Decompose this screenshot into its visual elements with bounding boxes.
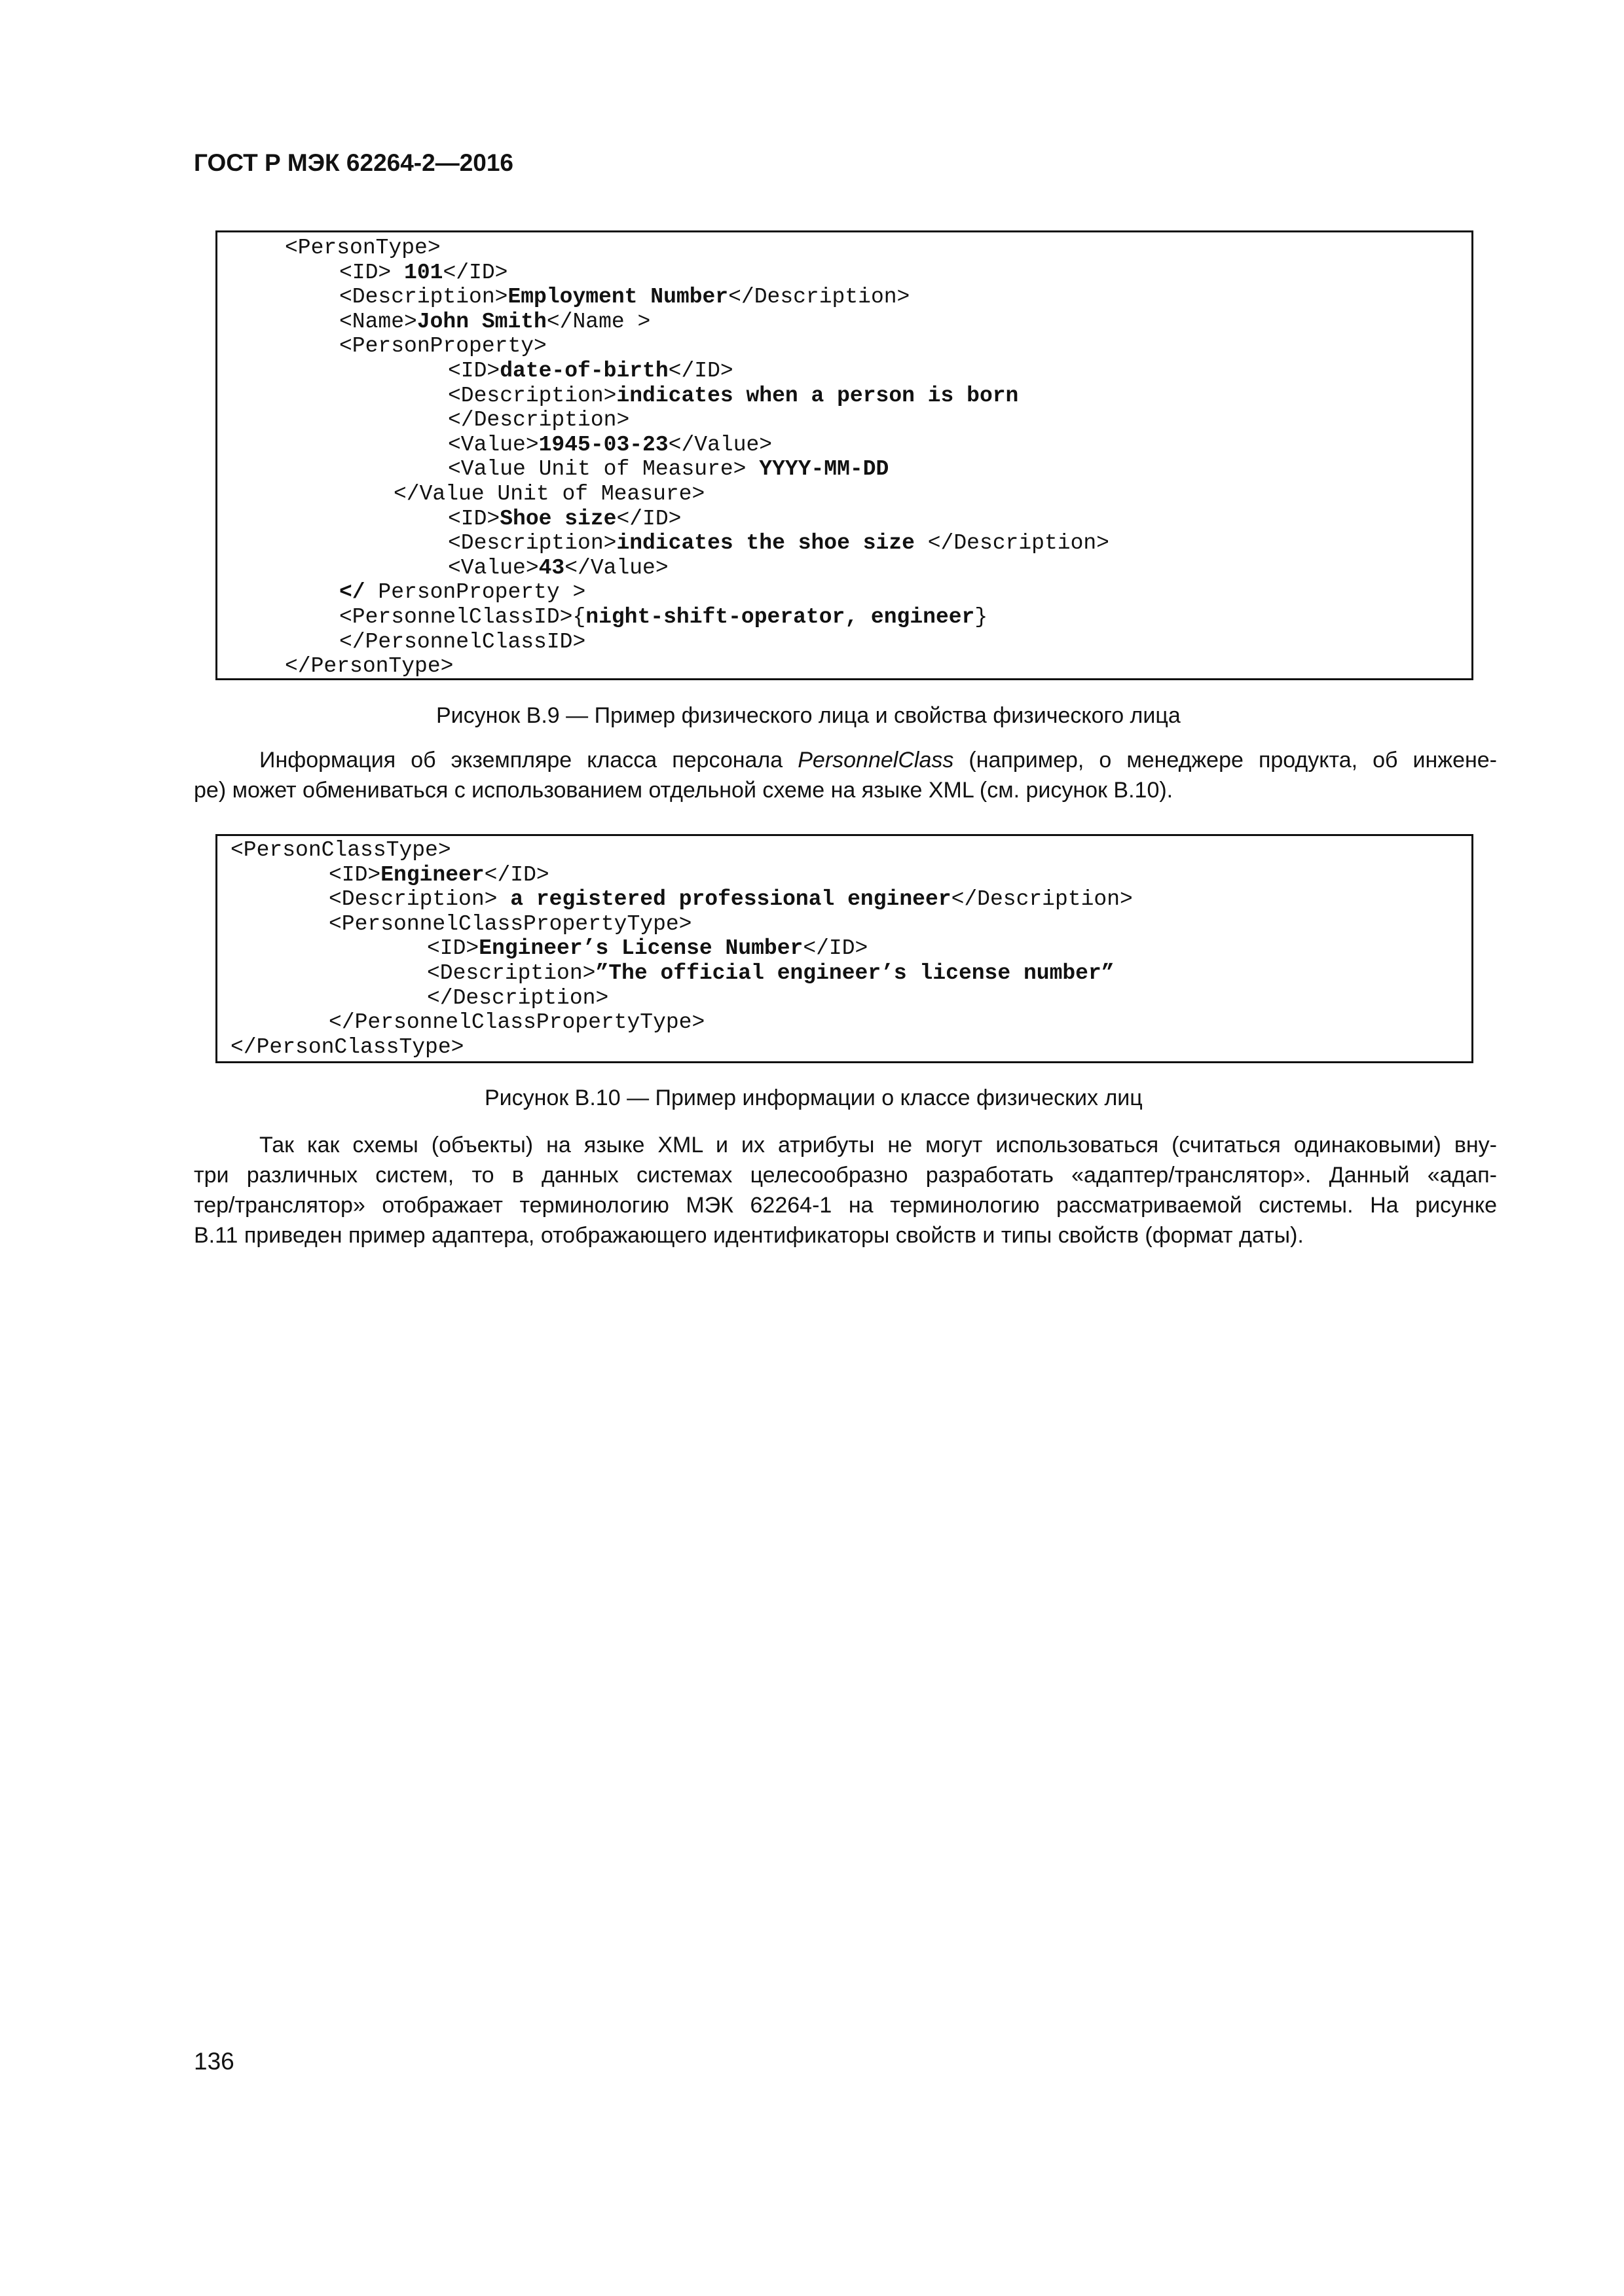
code-markup: <Name> — [339, 309, 417, 334]
paragraph-line: В.11 приведен пример адаптера, отображающего идентификаторы свойств и типы свойств (формат даты). — [194, 1223, 1304, 1248]
code-markup: </Value Unit of Measure> — [394, 482, 705, 506]
code-value-bold: John Smith — [416, 309, 547, 334]
code-markup: </PersonClassType> — [231, 1034, 464, 1059]
code-value-bold: 43 — [538, 555, 565, 580]
code-line — [448, 507, 681, 532]
code-line — [231, 1035, 464, 1060]
code-markup: </Description> — [427, 985, 609, 1010]
code-line — [329, 912, 692, 937]
code-markup: </ID> — [443, 260, 508, 285]
code-markup: <ID> — [448, 506, 500, 531]
code-line — [339, 334, 547, 359]
code-line — [329, 863, 549, 888]
code-line — [394, 482, 705, 507]
code-value-bold: Engineer — [380, 862, 485, 887]
page-number: 136 — [194, 2048, 234, 2075]
code-markup: <Value Unit of Measure> — [448, 457, 760, 482]
code-markup: </ID> — [668, 359, 733, 383]
code-value-bold: Engineer’s License Number — [479, 936, 803, 961]
code-markup: </Description> — [728, 285, 910, 310]
code-markup: <ID> — [427, 936, 479, 961]
code-value-bold: YYYY-MM-DD — [759, 457, 889, 482]
code-line — [427, 961, 1115, 986]
code-markup: </Name > — [546, 309, 651, 334]
code-value-bold: Shoe size — [500, 506, 617, 531]
code-line — [339, 285, 910, 310]
code-markup: <Value> — [448, 555, 539, 580]
code-line — [329, 1010, 705, 1035]
code-markup: </ID> — [803, 936, 868, 961]
code-markup: </PersonnelClassID> — [339, 629, 586, 654]
code-value-bold: night-shift-operator, engineer — [585, 605, 975, 629]
code-markup: PersonProperty > — [365, 580, 586, 605]
code-line — [427, 986, 608, 1011]
code-line — [448, 408, 629, 433]
code-value-bold: indicates the shoe size — [616, 531, 915, 556]
figure-b10-caption: Рисунок В.10 — Пример информации о классе физических лиц — [485, 1085, 1143, 1110]
code-markup: </Description> — [448, 408, 630, 433]
code-line — [448, 359, 733, 384]
code-markup: </ID> — [484, 862, 549, 887]
code-line — [285, 236, 441, 261]
code-value-bold: a registered professional engineer — [510, 887, 951, 912]
code-markup: </Description> — [951, 887, 1133, 912]
code-markup: <ID> — [339, 260, 405, 285]
code-line — [448, 384, 1018, 409]
code-markup: <ID> — [448, 359, 500, 383]
code-markup: <Description> — [448, 383, 617, 408]
paragraph-adapter-translator — [194, 1130, 1497, 1250]
code-line — [427, 936, 868, 961]
code-line — [329, 887, 1133, 912]
code-value-bold: indicates when a person is born — [616, 383, 1019, 408]
code-value-bold: date-of-birth — [500, 359, 669, 383]
figure-b9-code-box — [215, 230, 1473, 680]
term-italic: PersonnelClass — [798, 748, 954, 773]
code-markup: </Description> — [914, 531, 1109, 556]
code-line — [339, 261, 507, 285]
code-line — [339, 630, 585, 655]
code-markup: <Value> — [448, 432, 539, 457]
code-markup: </PersonnelClassPropertyType> — [329, 1010, 705, 1035]
code-markup: </Value> — [564, 555, 669, 580]
code-markup: <PersonClassType> — [231, 838, 451, 862]
code-markup: } — [974, 605, 988, 629]
code-markup: <PersonProperty> — [339, 334, 547, 359]
paragraph-line: ре) может обмениваться с использованием отдельной схеме на языке XML (см. рисунок В.10). — [194, 778, 1173, 803]
standard-header: ГОСТ Р МЭК 62264-2—2016 — [194, 149, 514, 176]
code-markup: </PersonType> — [285, 654, 454, 679]
code-line — [448, 531, 1109, 556]
code-markup: </Value> — [668, 432, 773, 457]
code-value-bold: </ — [339, 580, 365, 605]
code-line — [448, 433, 772, 458]
code-line — [231, 838, 451, 863]
code-markup: <Description> — [448, 531, 617, 556]
code-line — [339, 580, 585, 605]
code-markup: <Description> — [329, 887, 511, 912]
paragraph-line: три различных систем, то в данных системах целесообразно разработать «адаптер/транслятор». Данный «адап- — [194, 1163, 1497, 1188]
code-value-bold: Employment Number — [507, 285, 729, 310]
figure-b9-caption: Рисунок В.9 — Пример физического лица и свойства физического лица — [436, 703, 1181, 728]
paragraph-line: Так как схемы (объекты) на языке XML и их атрибуты не могут использоваться (считаться одинаковыми) вну- — [259, 1133, 1497, 1157]
code-markup: <PersonType> — [285, 236, 441, 260]
code-value-bold: 1945-03-23 — [538, 432, 669, 457]
paragraph-line: тер/транслятор» отображает терминологию МЭК 62264-1 на терминологию рассматриваемой системы. На рисунке — [194, 1193, 1497, 1218]
code-line — [339, 310, 650, 335]
code-line — [448, 556, 669, 581]
code-value-bold: 101 — [404, 260, 443, 285]
code-line — [339, 605, 987, 630]
code-markup: <Description> — [427, 961, 596, 985]
figure-b10-code-box — [215, 834, 1473, 1063]
code-line — [448, 457, 889, 482]
code-line — [285, 654, 453, 679]
code-markup: </ID> — [616, 506, 682, 531]
code-markup: <Description> — [339, 285, 508, 310]
code-markup: <PersonnelClassPropertyType> — [329, 911, 692, 936]
paragraph-personnel-class — [194, 745, 1497, 805]
code-markup: <ID> — [329, 862, 381, 887]
paragraph-line: Информация об экземпляре класса персонала PersonnelClass (например, о менеджере продукта, об инжене- — [259, 748, 1497, 773]
code-markup: <PersonnelClassID>{ — [339, 605, 586, 629]
code-value-bold: ”The official engineer’s license number” — [595, 961, 1115, 985]
